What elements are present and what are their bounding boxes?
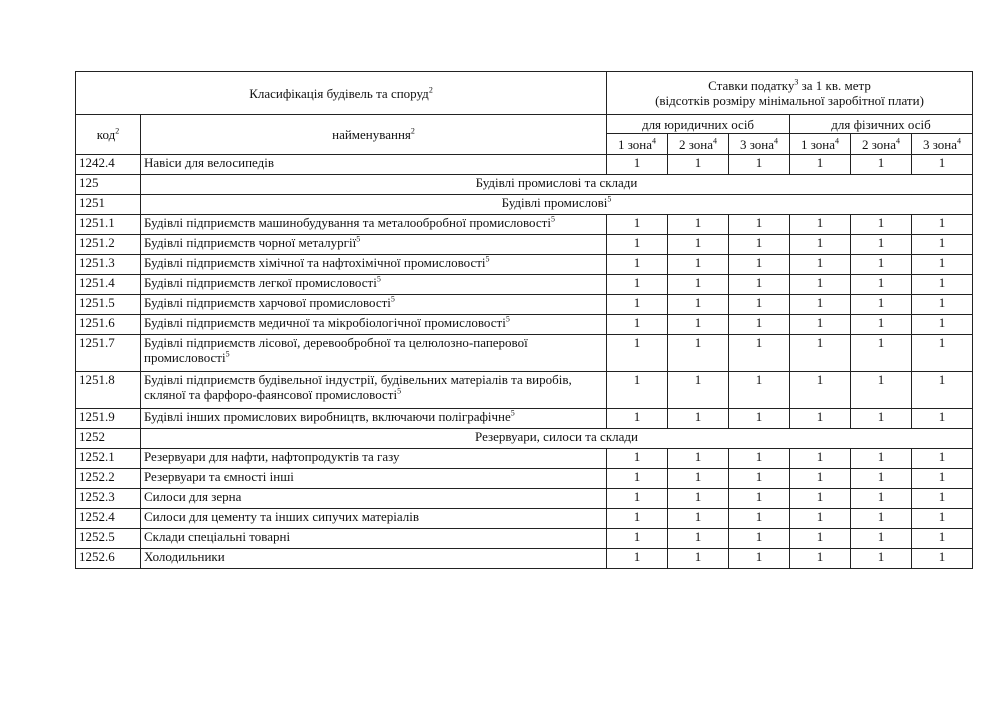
row-name: [141, 255, 607, 275]
rate-cell: 1: [668, 449, 729, 469]
rate-cell: 1: [729, 235, 790, 255]
rate-cell: 1: [912, 215, 973, 235]
rate-cell: 1: [668, 235, 729, 255]
footnote-marker: 5: [505, 314, 510, 324]
row-name: [141, 529, 607, 549]
rate-cell: 1: [607, 489, 668, 509]
row-name-text: Резервуари для нафти, нафтопродуктів та газу: [144, 449, 400, 464]
rate-cell: 1: [729, 315, 790, 335]
rate-cell: 1: [607, 372, 668, 409]
rate-cell: 1: [851, 335, 912, 372]
row-code: 1251.9: [76, 409, 141, 429]
rate-cell: 1: [729, 255, 790, 275]
rate-cell: 1: [607, 215, 668, 235]
section-row: [76, 175, 973, 195]
row-name-text: Будівлі промислові та склади: [475, 175, 638, 190]
table-row: [76, 335, 973, 372]
rate-cell: 1: [607, 549, 668, 569]
rate-cell: 1: [729, 449, 790, 469]
rate-cell: 1: [851, 155, 912, 175]
rate-cell: 1: [790, 335, 851, 372]
individuals-header: для фізичних осіб: [790, 115, 973, 134]
rate-cell: 1: [729, 335, 790, 372]
rate-cell: 1: [668, 372, 729, 409]
row-name-text: Будівлі промислові: [501, 195, 608, 210]
rate-cell: 1: [790, 529, 851, 549]
row-name: [141, 489, 607, 509]
rate-cell: 1: [790, 409, 851, 429]
rate-cell: 1: [607, 509, 668, 529]
row-name: [141, 215, 607, 235]
rate-cell: 1: [790, 295, 851, 315]
rate-cell: 1: [912, 549, 973, 569]
rate-cell: 1: [851, 235, 912, 255]
table-header: [76, 72, 973, 155]
section-row: [76, 195, 973, 215]
footnote-marker: 5: [356, 234, 361, 244]
row-name-text: Навіси для велосипедів: [144, 155, 275, 170]
row-name-text: Резервуари та ємності інші: [144, 469, 294, 484]
row-name: [141, 235, 607, 255]
footnote-marker: 5: [485, 254, 490, 264]
row-code: 1252: [76, 429, 141, 449]
row-name: [141, 372, 607, 409]
row-code: 1252.1: [76, 449, 141, 469]
row-code: 1252.3: [76, 489, 141, 509]
row-code: 1252.2: [76, 469, 141, 489]
rate-cell: 1: [668, 275, 729, 295]
rate-cell: 1: [607, 529, 668, 549]
table-row: [76, 489, 973, 509]
zone-header: 3 зона$^4$: [729, 134, 790, 155]
row-name: [141, 335, 607, 372]
rate-cell: 1: [729, 489, 790, 509]
footnote-marker: 5: [607, 194, 612, 204]
rate-cell: 1: [912, 295, 973, 315]
zone-header: 3 зона$^4$: [912, 134, 973, 155]
table-row: [76, 449, 973, 469]
rate-cell: 1: [912, 529, 973, 549]
rate-cell: 1: [790, 469, 851, 489]
rate-cell: 1: [729, 509, 790, 529]
rate-cell: 1: [912, 409, 973, 429]
row-name-text: Резервуари, силоси та склади: [475, 429, 638, 444]
tax-rates-table: [75, 71, 973, 569]
rate-cell: 1: [912, 509, 973, 529]
row-name-text: Силоси для зерна: [144, 489, 242, 504]
rate-cell: 1: [912, 489, 973, 509]
row-name: [141, 509, 607, 529]
row-code: 1252.4: [76, 509, 141, 529]
rate-cell: 1: [851, 315, 912, 335]
rate-cell: 1: [912, 469, 973, 489]
rate-cell: 1: [668, 409, 729, 429]
rate-cell: 1: [668, 489, 729, 509]
rate-cell: 1: [668, 335, 729, 372]
row-name-text: Будівлі підприємств лісової, деревообробної та целюлозно-паперової промисловості: [144, 335, 528, 365]
rate-cell: 1: [851, 529, 912, 549]
table-row: [76, 372, 973, 409]
table-body: [76, 155, 973, 569]
section-title: [141, 195, 973, 215]
rate-cell: 1: [729, 469, 790, 489]
table-row: [76, 509, 973, 529]
rate-cell: 1: [729, 549, 790, 569]
legal-entities-header: для юридичних осіб: [607, 115, 790, 134]
rate-cell: 1: [607, 295, 668, 315]
row-name: [141, 469, 607, 489]
row-name: [141, 449, 607, 469]
rate-cell: 1: [729, 409, 790, 429]
rate-cell: 1: [851, 509, 912, 529]
rate-cell: 1: [607, 275, 668, 295]
rate-cell: 1: [912, 335, 973, 372]
row-code: 1242.4: [76, 155, 141, 175]
row-name: [141, 155, 607, 175]
row-name-text: Будівлі підприємств машинобудування та металообробної промисловості: [144, 215, 551, 230]
row-name-text: Будівлі підприємств легкої промисловості: [144, 275, 377, 290]
rate-cell: 1: [851, 372, 912, 409]
rate-cell: 1: [607, 315, 668, 335]
row-name-text: Силоси для цементу та інших сипучих матеріалів: [144, 509, 420, 524]
rate-cell: 1: [790, 155, 851, 175]
rate-cell: 1: [790, 489, 851, 509]
table-row: [76, 469, 973, 489]
rate-cell: 1: [790, 315, 851, 335]
rate-cell: 1: [912, 372, 973, 409]
rate-cell: 1: [790, 549, 851, 569]
rate-cell: 1: [607, 255, 668, 275]
rate-cell: 1: [851, 275, 912, 295]
zone-header: 1 зона$^4$: [607, 134, 668, 155]
row-code: 1251.4: [76, 275, 141, 295]
rate-cell: 1: [729, 275, 790, 295]
row-code: 1251.8: [76, 372, 141, 409]
rate-cell: 1: [790, 215, 851, 235]
footnote-marker: 5: [510, 408, 515, 418]
rate-cell: 1: [607, 235, 668, 255]
rate-cell: 1: [668, 255, 729, 275]
rate-cell: 1: [729, 529, 790, 549]
footnote-marker: 5: [550, 214, 555, 224]
section-row: [76, 429, 973, 449]
rate-cell: 1: [912, 155, 973, 175]
rate-cell: 1: [790, 372, 851, 409]
row-name: [141, 549, 607, 569]
zone-header: 2 зона$^4$: [668, 134, 729, 155]
row-name-text: Будівлі підприємств харчової промисловості: [144, 295, 391, 310]
row-name-text: Будівлі підприємств хімічної та нафтохімічної промисловості: [144, 255, 486, 270]
rate-cell: 1: [912, 255, 973, 275]
table-row: [76, 215, 973, 235]
row-code: 1251.7: [76, 335, 141, 372]
rate-cell: 1: [851, 449, 912, 469]
zone-header: 1 зона$^4$: [790, 134, 851, 155]
row-name: [141, 275, 607, 295]
rate-cell: 1: [851, 549, 912, 569]
name-header: найменування$^2$: [141, 115, 607, 155]
rate-cell: 1: [729, 155, 790, 175]
row-name-text: Будівлі підприємств медичної та мікробіологічної промисловості: [144, 315, 506, 330]
row-name-text: Склади спеціальні товарні: [144, 529, 291, 544]
table-row: [76, 529, 973, 549]
row-name-text: Будівлі інших промислових виробництв, включаючи поліграфічне: [144, 409, 511, 424]
rate-cell: 1: [607, 155, 668, 175]
rate-cell: 1: [912, 275, 973, 295]
rate-cell: 1: [851, 255, 912, 275]
rate-cell: 1: [668, 529, 729, 549]
table-row: [76, 549, 973, 569]
rate-cell: 1: [912, 315, 973, 335]
footnote-marker: 5: [397, 386, 402, 396]
rate-cell: 1: [668, 549, 729, 569]
table-row: [76, 315, 973, 335]
rate-cell: 1: [668, 295, 729, 315]
rate-cell: 1: [607, 449, 668, 469]
rate-cell: 1: [790, 275, 851, 295]
rate-cell: 1: [607, 409, 668, 429]
footnote-marker: 5: [225, 349, 230, 359]
row-name-text: Холодильники: [144, 549, 225, 564]
rate-cell: 1: [607, 469, 668, 489]
row-name: [141, 315, 607, 335]
row-name-text: Будівлі підприємств чорної металургії: [144, 235, 357, 250]
row-code: 1252.5: [76, 529, 141, 549]
rate-cell: 1: [790, 449, 851, 469]
rate-cell: 1: [790, 509, 851, 529]
table-row: [76, 255, 973, 275]
row-name-text: Будівлі підприємств будівельної індустрії, будівельних матеріалів та виробів, скляної та фарфоро-фаянсової промисловості: [144, 372, 572, 402]
table-row: [76, 295, 973, 315]
rate-cell: 1: [729, 215, 790, 235]
row-code: 1251: [76, 195, 141, 215]
rate-cell: 1: [790, 235, 851, 255]
rate-cell: 1: [729, 372, 790, 409]
row-name: [141, 409, 607, 429]
rate-cell: 1: [912, 235, 973, 255]
table-row: [76, 155, 973, 175]
footnote-marker: 5: [376, 274, 381, 284]
row-code: 1251.5: [76, 295, 141, 315]
rate-cell: 1: [851, 409, 912, 429]
rate-cell: 1: [607, 335, 668, 372]
rate-cell: 1: [851, 295, 912, 315]
rates-header: Ставки податку$^3$ за 1 кв. метр (відсотків розміру мінімальної заробітної плати): [607, 72, 973, 115]
rate-cell: 1: [729, 295, 790, 315]
rate-cell: 1: [668, 215, 729, 235]
row-code: 1251.1: [76, 215, 141, 235]
classification-header: Класифікація будівель та споруд$^2$: [76, 72, 607, 115]
rate-cell: 1: [851, 215, 912, 235]
row-name: [141, 295, 607, 315]
row-code: 1251.6: [76, 315, 141, 335]
section-title: [141, 175, 973, 195]
rate-cell: 1: [668, 155, 729, 175]
row-code: 1251.3: [76, 255, 141, 275]
rate-cell: 1: [668, 315, 729, 335]
rate-cell: 1: [851, 469, 912, 489]
section-title: [141, 429, 973, 449]
rate-cell: 1: [668, 469, 729, 489]
table-row: [76, 275, 973, 295]
row-code: 1252.6: [76, 549, 141, 569]
row-code: 125: [76, 175, 141, 195]
row-code: 1251.2: [76, 235, 141, 255]
rate-cell: 1: [790, 255, 851, 275]
rate-cell: 1: [668, 509, 729, 529]
code-header: код$^2$: [76, 115, 141, 155]
rate-cell: 1: [912, 449, 973, 469]
table-row: [76, 409, 973, 429]
zone-header: 2 зона$^4$: [851, 134, 912, 155]
rate-cell: 1: [851, 489, 912, 509]
table-row: [76, 235, 973, 255]
footnote-marker: 5: [390, 294, 395, 304]
